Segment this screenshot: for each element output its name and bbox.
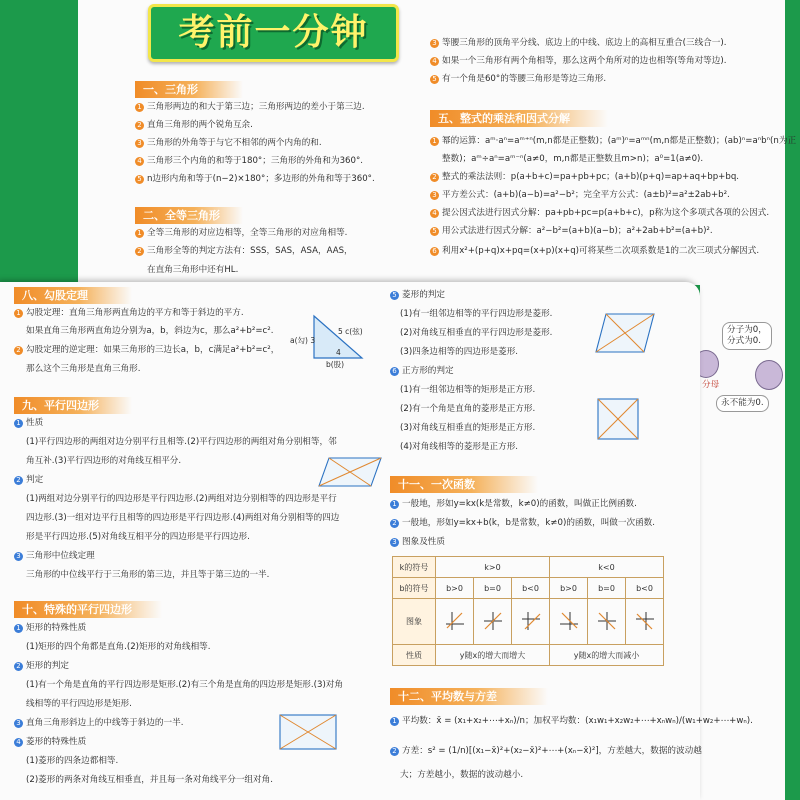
graph-cell: [512, 599, 550, 645]
table-k-label: k的符号: [393, 557, 436, 578]
s9-item-2b: 四边形.(3)一组对边平行且相等的四边形是平行四边形.(4)两组对角分别相等的四边: [26, 513, 340, 523]
section-5-header: 五、整式的乘法和因式分解: [430, 110, 608, 127]
s9-item-1a: (1)平行四边形的两组对边分别平行且相等.(2)平行四边形的两组对角分别相等，邻: [26, 437, 337, 447]
s10-item-3: 3 直角三角形斜边上的中线等于斜边的一半.: [14, 718, 183, 729]
s12-item-1: 1 平均数：x̄ = (x₁+x₂+⋯+xₙ)/n；加权平均数：(x₁w₁+x₂w₂+⋯+xₙwₙ)/(w₁+w₂+⋯+wₙ).: [390, 716, 753, 727]
s8-item-2: 2 勾股定理的逆定理：如果三角形的三边长a，b，c满足a²+b²=c²，: [14, 345, 279, 356]
s11-item-2: 2 一般地，形如y=kx+b(k，b是常数，k≠0)的函数，叫做一次函数.: [390, 518, 655, 529]
rt-item-5: 5 有一个角是60°的等腰三角形是等边三角形.: [430, 74, 606, 85]
section-12-header: 十二、平均数与方差: [390, 688, 548, 705]
cartoon-bubble-1: 分子为0， 分式为0.: [722, 322, 772, 350]
s1-item-5: 5 n边形内角和等于(n−2)×180°；多边形的外角和等于360°.: [135, 174, 375, 185]
s5-item-1: 1 幂的运算：aᵐ·aⁿ=aᵐ⁺ⁿ(m,n都是正整数)；(aᵐ)ⁿ=aᵐⁿ(m,n都是正整数)；(ab)ⁿ=aⁿbⁿ(n为正: [430, 136, 796, 147]
square-figure: [594, 395, 642, 443]
s8-item-1b: 如果直角三角形两直角边分别为a，b，斜边为c，那么a²+b²=c².: [26, 326, 274, 336]
table-b-val: b>0: [436, 578, 474, 599]
cartoon-character-2: [755, 360, 783, 390]
s10-item-1a: (1)矩形的四个角都是直角.(2)矩形的对角线相等.: [26, 642, 211, 652]
table-b-val: b=0: [474, 578, 512, 599]
title-banner: [148, 4, 399, 62]
rh-item-6d: (4)对角线相等的菱形是正方形.: [400, 442, 519, 452]
s9-item-3: 3 三角形中位线定理: [14, 551, 95, 562]
rectangle-figure: [272, 708, 342, 756]
table-b-val: b<0: [512, 578, 550, 599]
s10-item-1: 1 矩形的特殊性质: [14, 623, 86, 634]
s10-item-4: 4 菱形的特殊性质: [14, 737, 86, 748]
table-prop-neg: y随x的增大而减小: [550, 645, 664, 666]
s9-item-2c: 形是平行四边形.(5)对角线互相平分的四边形是平行四边形.: [26, 532, 250, 542]
rh-item-5c: (3)四条边相等的四边形是菱形.: [400, 347, 519, 357]
section-11-header: 十一、一次函数: [390, 476, 538, 493]
right-green-edge: [785, 0, 800, 800]
section-9-header: 九、平行四边形: [14, 397, 132, 414]
table-img-label: 图象: [393, 599, 436, 645]
s9-item-1: 1 性质: [14, 418, 43, 429]
s1-item-2: 2 直角三角形的两个锐角互余.: [135, 120, 253, 131]
tri-label-4: 4: [336, 348, 341, 357]
s8-item-1: 1 勾股定理：直角三角形两直角边的平方和等于斜边的平方.: [14, 308, 244, 319]
s1-item-1: 1 三角形两边的和大于第三边；三角形两边的差小于第三边.: [135, 102, 365, 113]
s9-item-2a: (1)两组对边分别平行的四边形是平行四边形.(2)两组对边分别相等的四边形是平行: [26, 494, 337, 504]
section-2-header: 二、全等三角形: [135, 207, 243, 224]
s1-item-4: 4 三角形三个内角的和等于180°；三角形的外角和为360°.: [135, 156, 363, 167]
table-prop-label: 性质: [393, 645, 436, 666]
s5-item-3: 3 平方差公式：(a+b)(a−b)=a²−b²；完全平方公式：(a±b)²=a²±2ab+b².: [430, 190, 730, 201]
s9-item-2: 2 判定: [14, 475, 43, 486]
table-b-val: b<0: [626, 578, 664, 599]
s10-item-2: 2 矩形的判定: [14, 661, 69, 672]
s11-item-1: 1 一般地，形如y=kx(k是常数，k≠0)的函数，叫做正比例函数.: [390, 499, 637, 510]
s12-item-2b: 大；方差越小，数据的波动越小.: [400, 770, 524, 780]
tri-label-a: a(勾) 3: [290, 336, 316, 345]
cartoon-bubble-2: 永不能为0.: [716, 395, 769, 412]
table-k-neg: k<0: [550, 557, 664, 578]
s5-item-4: 4 提公因式法进行因式分解：pa+pb+pc=p(a+b+c)，p称为这个多项式各项的公因式.: [430, 208, 769, 219]
table-b-val: b>0: [550, 578, 588, 599]
s10-item-2a: (1)有一个角是直角的平行四边形是矩形.(2)有三个角是直角的四边形是矩形.(3)对角: [26, 680, 343, 690]
parallelogram-figure: [315, 452, 385, 492]
graph-cell: [626, 599, 664, 645]
s9-item-3a: 三角形的中位线平行于三角形的第三边，并且等于第三边的一半.: [26, 570, 270, 580]
s10-item-4b: (2)菱形的两条对角线互相垂直，并且每一条对角线平分一组对角.: [26, 775, 273, 785]
cartoon-denominator-label: 分母: [702, 380, 720, 390]
rh-item-6b: (2)有一个角是直角的菱形是正方形.: [400, 404, 536, 414]
s10-item-2b: 线相等的平行四边形是矩形.: [26, 699, 132, 709]
s8-item-2b: 那么这个三角形是直角三角形.: [26, 364, 141, 374]
graph-cell: [436, 599, 474, 645]
tri-label-c: 5 c(弦): [338, 327, 363, 336]
rhombus-figure: [592, 310, 658, 356]
s5-item-2: 2 整式的乘法法则：p(a+b+c)=pa+pb+pc；(a+b)(p+q)=ap+aq+bp+bq.: [430, 172, 739, 183]
graph-cell: [474, 599, 512, 645]
section-10-header: 十、特殊的平行四边形: [14, 601, 162, 618]
graph-cell: [588, 599, 626, 645]
table-b-val: b=0: [588, 578, 626, 599]
rh-item-5: 5 菱形的判定: [390, 290, 445, 301]
s10-item-4a: (1)菱形的四条边都相等.: [26, 756, 119, 766]
s1-item-3: 3 三角形的外角等于与它不相邻的两个内角的和.: [135, 138, 322, 149]
graph-cell: [550, 599, 588, 645]
s11-item-3: 3 图象及性质: [390, 537, 445, 548]
rh-item-6c: (3)对角线互相垂直的矩形是正方形.: [400, 423, 536, 433]
rh-item-5b: (2)对角线互相垂直的平行四边形是菱形.: [400, 328, 553, 338]
section-8-header: 八、勾股定理: [14, 287, 132, 304]
s5-item-1b: 整数)；aᵐ÷aⁿ=aᵐ⁻ⁿ(a≠0，m,n都是正整数且m>n)；a⁰=1(a≠0).: [442, 154, 704, 164]
s2-item-3: 在直角三角形中还有HL.: [147, 265, 239, 275]
table-b-label: b的符号: [393, 578, 436, 599]
table-prop-pos: y随x的增大而增大: [436, 645, 550, 666]
section-1-header: 一、三角形: [135, 81, 243, 98]
s9-item-1b: 角互补.(3)平行四边形的对角线互相平分.: [26, 456, 182, 466]
tri-label-b: b(股): [326, 360, 345, 369]
rh-item-6a: (1)有一组邻边相等的矩形是正方形.: [400, 385, 536, 395]
rh-item-6: 6 正方形的判定: [390, 366, 454, 377]
rt-item-3: 3 等腰三角形的顶角平分线、底边上的中线、底边上的高相互重合(三线合一).: [430, 38, 726, 49]
table-k-pos: k>0: [436, 557, 550, 578]
s2-item-1: 1 全等三角形的对应边相等，全等三角形的对应角相等.: [135, 228, 347, 239]
rh-item-5a: (1)有一组邻边相等的平行四边形是菱形.: [400, 309, 553, 319]
s12-item-2: 2 方差：s² = (1/n)[(x₁−x̄)²+(x₂−x̄)²+⋯+(xₙ−x̄)²]，方差越大，数据的波动越: [390, 746, 702, 757]
s5-item-5: 5 用公式法进行因式分解：a²−b²=(a+b)(a−b)；a²+2ab+b²=(a+b)².: [430, 226, 713, 237]
s5-item-6: 6 利用x²+(p+q)x+pq=(x+p)(x+q)可将某些二次项系数是1的二次三项式分解因式.: [430, 246, 759, 257]
s2-item-2: 2 三角形全等的判定方法有：SSS，SAS，ASA，AAS，: [135, 246, 353, 257]
banner-title: 考前一分钟: [178, 12, 369, 53]
rt-item-4: 4 如果一个三角形有两个角相等，那么这两个角所对的边也相等(等角对等边).: [430, 56, 726, 67]
linear-function-table: [392, 556, 664, 666]
